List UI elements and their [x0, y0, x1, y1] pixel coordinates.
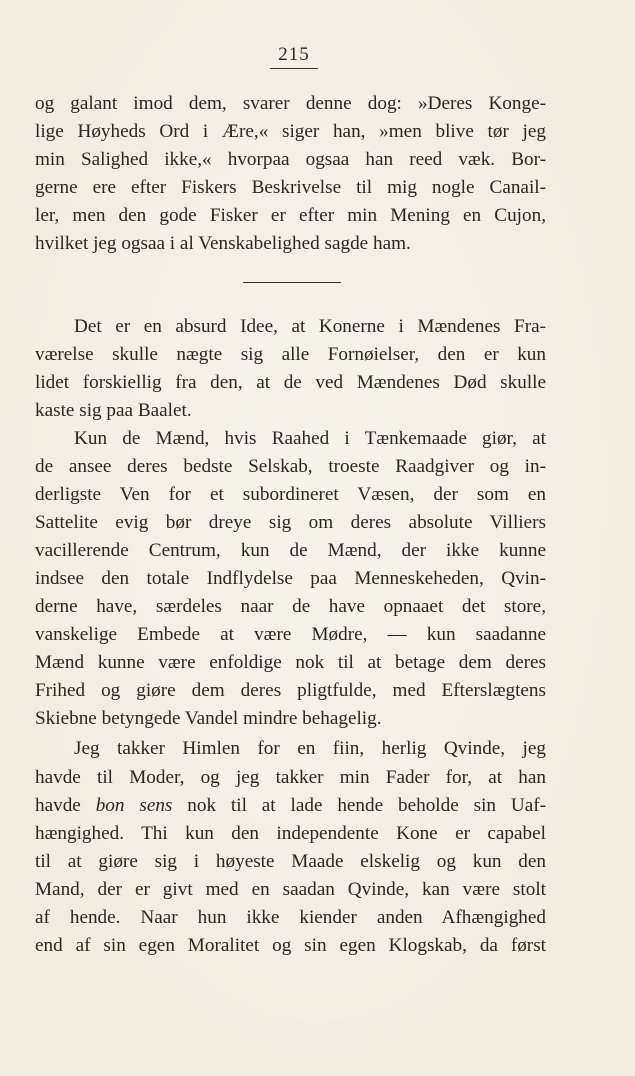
text-line: vacillerende Centrum, kun de Mænd, der ikke kunne	[35, 540, 546, 561]
text-line: Frihed og giøre dem deres pligtfulde, med Efterslægtens	[35, 680, 546, 701]
text-segment: nok til at lade hende beholde sin Uaf-	[187, 795, 546, 816]
text-line: kaste sig paa Baalet.	[35, 400, 192, 421]
text-line: hvilket jeg ogsaa i al Venskabelighed sagde ham.	[35, 233, 411, 254]
page-number: 215	[270, 44, 318, 69]
section-divider	[243, 282, 341, 283]
text-line: værelse skulle nægte sig alle Fornøielser, den er kun	[35, 344, 546, 365]
text-line: lige Høyheds Ord i Ære,« siger han, »men blive tør jeg	[35, 121, 546, 142]
text-line: Jeg takker Himlen for en fiin, herlig Qvinde, jeg	[74, 738, 546, 759]
text-line: derligste Ven for et subordineret Væsen, der som en	[35, 484, 546, 505]
text-line: de ansee deres bedste Selskab, troeste Raadgiver og in-	[35, 456, 546, 477]
text-line: Skiebne betyngede Vandel mindre behagelig.	[35, 708, 382, 729]
text-line: vanskelige Embede at være Mødre, — kun saadanne	[35, 624, 546, 645]
text-line: Mand, der er givt med en saadan Qvinde, kan være stolt	[35, 879, 546, 900]
text-line: min Salighed ikke,« hvorpaa ogsaa han reed væk. Bor-	[35, 149, 546, 170]
text-line: til at giøre sig i høyeste Maade elskelig og kun den	[35, 851, 546, 872]
text-line: havde til Moder, og jeg takker min Fader for, at han	[35, 767, 546, 788]
text-line: Kun de Mænd, hvis Raahed i Tænkemaade giør, at	[74, 428, 546, 449]
text-line: derne have, særdeles naar de have opnaaet det store,	[35, 596, 546, 617]
text-line: lidet forskiellig fra den, at de ved Mændenes Død skulle	[35, 372, 546, 393]
text-line: end af sin egen Moralitet og sin egen Klogskab, da først	[35, 935, 546, 956]
text-line: og galant imod dem, svarer denne dog: »Deres Konge-	[35, 93, 546, 114]
text-line	[35, 792, 546, 820]
italic-phrase: bon sens	[95, 795, 173, 816]
text-line: Mænd kunne være enfoldige nok til at betage dem deres	[35, 652, 546, 673]
text-line: af hende. Naar hun ikke kiender anden Afhængighed	[35, 907, 546, 928]
text-line: gerne ere efter Fiskers Beskrivelse til mig nogle Canail-	[35, 177, 546, 198]
text-line: hængighed. Thi kun den independente Kone er capabel	[35, 823, 546, 844]
text-line: Sattelite evig bør dreye sig om deres absolute Villiers	[35, 512, 546, 533]
text-line: Det er en absurd Idee, at Konerne i Mændenes Fra-	[74, 316, 546, 337]
text-line: ler, men den gode Fisker er efter min Mening en Cujon,	[35, 205, 546, 226]
text-segment: havde	[35, 795, 81, 816]
text-line: indsee den totale Indflydelse paa Menneskeheden, Qvin-	[35, 568, 546, 589]
